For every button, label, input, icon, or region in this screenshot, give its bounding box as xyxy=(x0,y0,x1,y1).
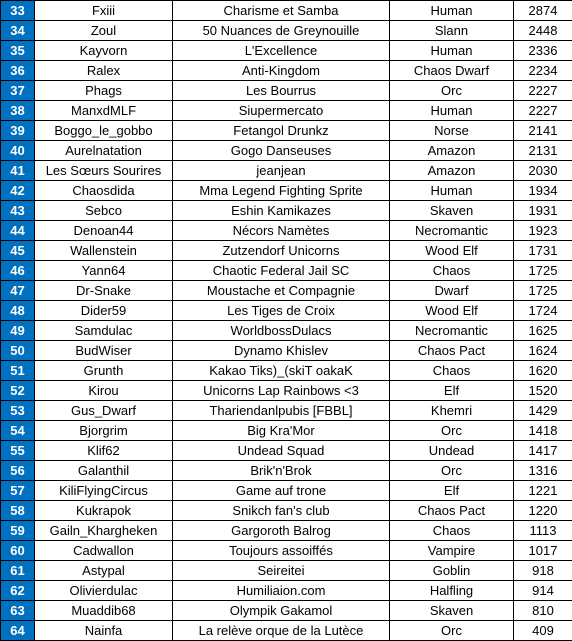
table-row xyxy=(1,1,572,21)
race-cell: Vampire xyxy=(390,541,514,561)
coach-cell: Fxiii xyxy=(35,1,173,21)
table-row xyxy=(1,201,572,221)
team-name-cell: Moustache et Compagnie xyxy=(173,281,390,301)
team-name-cell: Gogo Danseuses xyxy=(173,141,390,161)
rank-cell: 57 xyxy=(1,481,35,501)
rank-cell: 40 xyxy=(1,141,35,161)
table-row xyxy=(1,61,572,81)
rank-cell: 44 xyxy=(1,221,35,241)
table-row xyxy=(1,101,572,121)
rank-cell: 35 xyxy=(1,41,35,61)
team-name-cell: Big Kra'Mor xyxy=(173,421,390,441)
coach-cell: Galanthil xyxy=(35,461,173,481)
team-name-cell: La relève orque de la Lutèce xyxy=(173,621,390,641)
team-name-cell: Kakao Tiks)_(skiT oakaK xyxy=(173,361,390,381)
table-row xyxy=(1,381,572,401)
points-cell: 2336 xyxy=(514,41,572,61)
points-cell: 2227 xyxy=(514,81,572,101)
race-cell: Norse xyxy=(390,121,514,141)
team-name-cell: Les Bourrus xyxy=(173,81,390,101)
coach-cell: Kukrapok xyxy=(35,501,173,521)
points-cell: 918 xyxy=(514,561,572,581)
rank-cell: 52 xyxy=(1,381,35,401)
coach-cell: BudWiser xyxy=(35,341,173,361)
points-cell: 1725 xyxy=(514,281,572,301)
rank-cell: 42 xyxy=(1,181,35,201)
coach-cell: Astypal xyxy=(35,561,173,581)
coach-cell: Gailn_Khargheken xyxy=(35,521,173,541)
rank-cell: 63 xyxy=(1,601,35,621)
team-name-cell: Nécors Namètes xyxy=(173,221,390,241)
team-name-cell: Undead Squad xyxy=(173,441,390,461)
race-cell: Slann xyxy=(390,21,514,41)
points-cell: 1429 xyxy=(514,401,572,421)
team-name-cell: Thariendanlpubis [FBBL] xyxy=(173,401,390,421)
table-row xyxy=(1,141,572,161)
coach-cell: Muaddib68 xyxy=(35,601,173,621)
team-name-cell: Fetangol Drunkz xyxy=(173,121,390,141)
points-cell: 914 xyxy=(514,581,572,601)
race-cell: Human xyxy=(390,1,514,21)
table-row xyxy=(1,21,572,41)
points-cell: 1625 xyxy=(514,321,572,341)
points-cell: 1931 xyxy=(514,201,572,221)
rank-cell: 45 xyxy=(1,241,35,261)
table-row xyxy=(1,81,572,101)
table-row xyxy=(1,361,572,381)
table-row xyxy=(1,521,572,541)
table-row xyxy=(1,401,572,421)
rank-cell: 49 xyxy=(1,321,35,341)
race-cell: Goblin xyxy=(390,561,514,581)
race-cell: Skaven xyxy=(390,201,514,221)
rank-cell: 58 xyxy=(1,501,35,521)
points-cell: 2227 xyxy=(514,101,572,121)
coach-cell: Cadwallon xyxy=(35,541,173,561)
team-name-cell: 50 Nuances de Greynouille xyxy=(173,21,390,41)
race-cell: Chaos xyxy=(390,261,514,281)
race-cell: Amazon xyxy=(390,161,514,181)
points-cell: 1724 xyxy=(514,301,572,321)
rank-cell: 61 xyxy=(1,561,35,581)
points-cell: 2141 xyxy=(514,121,572,141)
points-cell: 1418 xyxy=(514,421,572,441)
rank-cell: 64 xyxy=(1,621,35,641)
table-row xyxy=(1,281,572,301)
coach-cell: Nainfa xyxy=(35,621,173,641)
race-cell: Chaos Pact xyxy=(390,341,514,361)
race-cell: Chaos xyxy=(390,521,514,541)
team-name-cell: Les Tiges de Croix xyxy=(173,301,390,321)
coach-cell: Denoan44 xyxy=(35,221,173,241)
coach-cell: Les Sœurs Sourires xyxy=(35,161,173,181)
race-cell: Elf xyxy=(390,481,514,501)
coach-cell: Grunth xyxy=(35,361,173,381)
points-cell: 1220 xyxy=(514,501,572,521)
race-cell: Undead xyxy=(390,441,514,461)
table-row xyxy=(1,561,572,581)
team-name-cell: Snikch fan's club xyxy=(173,501,390,521)
race-cell: Halfling xyxy=(390,581,514,601)
team-name-cell: Dynamo Khislev xyxy=(173,341,390,361)
ranking-rows xyxy=(1,1,572,641)
points-cell: 1520 xyxy=(514,381,572,401)
coach-cell: Chaosdida xyxy=(35,181,173,201)
points-cell: 1113 xyxy=(514,521,572,541)
table-row xyxy=(1,601,572,621)
race-cell: Khemri xyxy=(390,401,514,421)
race-cell: Chaos xyxy=(390,361,514,381)
points-cell: 1624 xyxy=(514,341,572,361)
rank-cell: 34 xyxy=(1,21,35,41)
coach-cell: Yann64 xyxy=(35,261,173,281)
coach-cell: Wallenstein xyxy=(35,241,173,261)
coach-cell: Ralex xyxy=(35,61,173,81)
rank-cell: 48 xyxy=(1,301,35,321)
rank-cell: 62 xyxy=(1,581,35,601)
table-row xyxy=(1,321,572,341)
coach-cell: Phags xyxy=(35,81,173,101)
team-name-cell: Chaotic Federal Jail SC xyxy=(173,261,390,281)
points-cell: 2030 xyxy=(514,161,572,181)
coach-cell: ManxdMLF xyxy=(35,101,173,121)
points-cell: 2131 xyxy=(514,141,572,161)
rank-cell: 38 xyxy=(1,101,35,121)
race-cell: Wood Elf xyxy=(390,241,514,261)
rank-cell: 60 xyxy=(1,541,35,561)
table-row xyxy=(1,221,572,241)
coach-cell: Kayvorn xyxy=(35,41,173,61)
coach-cell: Aurelnatation xyxy=(35,141,173,161)
race-cell: Wood Elf xyxy=(390,301,514,321)
rank-cell: 54 xyxy=(1,421,35,441)
table-row xyxy=(1,441,572,461)
coach-cell: Boggo_le_gobbo xyxy=(35,121,173,141)
team-name-cell: Mma Legend Fighting Sprite xyxy=(173,181,390,201)
points-cell: 409 xyxy=(514,621,572,641)
rank-cell: 46 xyxy=(1,261,35,281)
team-name-cell: Toujours assoiffés xyxy=(173,541,390,561)
team-name-cell: jeanjean xyxy=(173,161,390,181)
table-row xyxy=(1,241,572,261)
race-cell: Chaos Dwarf xyxy=(390,61,514,81)
table-row xyxy=(1,121,572,141)
rank-cell: 39 xyxy=(1,121,35,141)
coach-cell: Klif62 xyxy=(35,441,173,461)
coach-cell: KiliFlyingCircus xyxy=(35,481,173,501)
race-cell: Necromantic xyxy=(390,221,514,241)
race-cell: Dwarf xyxy=(390,281,514,301)
points-cell: 1017 xyxy=(514,541,572,561)
points-cell: 810 xyxy=(514,601,572,621)
table-row xyxy=(1,41,572,61)
points-cell: 1620 xyxy=(514,361,572,381)
team-name-cell: L'Excellence xyxy=(173,41,390,61)
table-row xyxy=(1,621,572,641)
race-cell: Human xyxy=(390,101,514,121)
race-cell: Amazon xyxy=(390,141,514,161)
table-row xyxy=(1,421,572,441)
coach-cell: Dr-Snake xyxy=(35,281,173,301)
team-name-cell: Charisme et Samba xyxy=(173,1,390,21)
rank-cell: 43 xyxy=(1,201,35,221)
table-row xyxy=(1,501,572,521)
table-row xyxy=(1,461,572,481)
race-cell: Orc xyxy=(390,81,514,101)
team-name-cell: Siupermercato xyxy=(173,101,390,121)
rank-cell: 56 xyxy=(1,461,35,481)
race-cell: Orc xyxy=(390,621,514,641)
table-row xyxy=(1,541,572,561)
race-cell: Elf xyxy=(390,381,514,401)
rank-cell: 33 xyxy=(1,1,35,21)
rank-cell: 59 xyxy=(1,521,35,541)
team-name-cell: Unicorns Lap Rainbows <3 xyxy=(173,381,390,401)
rank-cell: 37 xyxy=(1,81,35,101)
rank-cell: 36 xyxy=(1,61,35,81)
team-name-cell: Seireitei xyxy=(173,561,390,581)
points-cell: 2234 xyxy=(514,61,572,81)
team-name-cell: Gargoroth Balrog xyxy=(173,521,390,541)
points-cell: 1316 xyxy=(514,461,572,481)
team-name-cell: Anti-Kingdom xyxy=(173,61,390,81)
table-row xyxy=(1,181,572,201)
race-cell: Human xyxy=(390,181,514,201)
team-name-cell: Brik'n'Brok xyxy=(173,461,390,481)
team-name-cell: Olympik Gakamol xyxy=(173,601,390,621)
team-name-cell: Eshin Kamikazes xyxy=(173,201,390,221)
coach-cell: Zoul xyxy=(35,21,173,41)
points-cell: 2874 xyxy=(514,1,572,21)
race-cell: Necromantic xyxy=(390,321,514,341)
coach-cell: Dider59 xyxy=(35,301,173,321)
rank-cell: 55 xyxy=(1,441,35,461)
race-cell: Human xyxy=(390,41,514,61)
rank-cell: 41 xyxy=(1,161,35,181)
table-row xyxy=(1,481,572,501)
team-name-cell: WorldbossDulacs xyxy=(173,321,390,341)
race-cell: Chaos Pact xyxy=(390,501,514,521)
points-cell: 1221 xyxy=(514,481,572,501)
table-row xyxy=(1,261,572,281)
race-cell: Orc xyxy=(390,421,514,441)
points-cell: 2448 xyxy=(514,21,572,41)
points-cell: 1725 xyxy=(514,261,572,281)
rank-cell: 47 xyxy=(1,281,35,301)
rank-cell: 51 xyxy=(1,361,35,381)
table-row xyxy=(1,341,572,361)
coach-cell: Olivierdulac xyxy=(35,581,173,601)
table-row xyxy=(1,161,572,181)
rank-cell: 50 xyxy=(1,341,35,361)
coach-cell: Samdulac xyxy=(35,321,173,341)
points-cell: 1417 xyxy=(514,441,572,461)
team-name-cell: Game auf trone xyxy=(173,481,390,501)
points-cell: 1934 xyxy=(514,181,572,201)
team-name-cell: Zutzendorf Unicorns xyxy=(173,241,390,261)
table-row xyxy=(1,581,572,601)
coach-cell: Bjorgrim xyxy=(35,421,173,441)
team-name-cell: Humiliaion.com xyxy=(173,581,390,601)
coach-cell: Kirou xyxy=(35,381,173,401)
points-cell: 1923 xyxy=(514,221,572,241)
coach-cell: Sebco xyxy=(35,201,173,221)
rank-cell: 53 xyxy=(1,401,35,421)
race-cell: Skaven xyxy=(390,601,514,621)
coach-cell: Gus_Dwarf xyxy=(35,401,173,421)
table-row xyxy=(1,301,572,321)
race-cell: Orc xyxy=(390,461,514,481)
points-cell: 1731 xyxy=(514,241,572,261)
